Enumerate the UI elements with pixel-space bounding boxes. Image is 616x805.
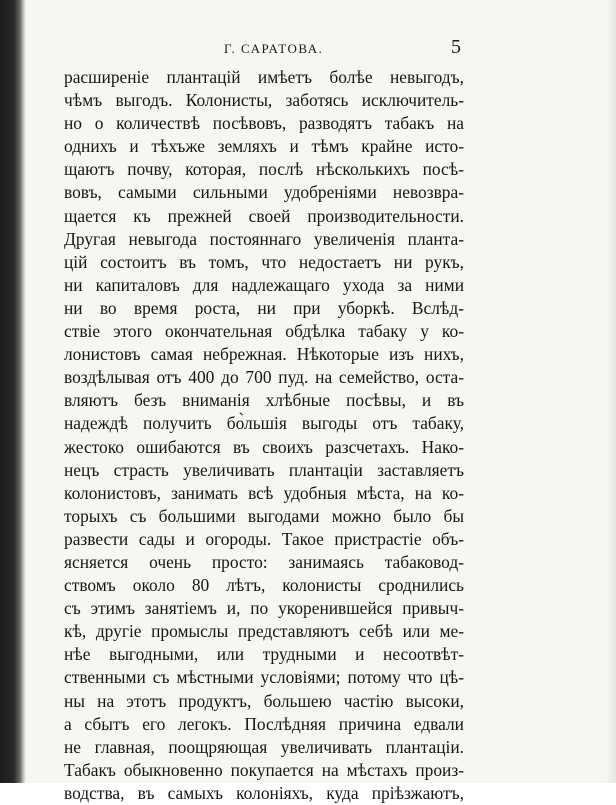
text-line: щается къ прежней своей производительности. [64,205,464,226]
text-line: ственными съ мѣстными условіями; потому что цѣ- [64,667,464,688]
page-edge [606,0,616,783]
text-line: съ этимъ занятіемъ и, по укоренившейся привыч- [64,598,464,619]
text-line: Табакъ обыкновенно покупается на мѣстахъ произ- [64,759,464,780]
body-text [64,66,464,805]
text-line: ны на этотъ продуктъ, большею частію высоки, [64,690,464,711]
text-line: ствіе этого окончательная обдѣлка табаку у ко- [64,321,464,342]
text-line: ни капиталовъ для надлежащаго ухода за ними [64,274,464,295]
text-line: лонистовъ самая небрежная. Нѣкоторые изъ нихъ, [64,344,464,365]
text-line: вляютъ безъ вниманія хлѣбные посѣвы, и въ [64,390,464,411]
text-line: ствомъ около 80 лѣтъ, колонисты сроднились [64,575,464,596]
text-line: цій состоитъ въ томъ, что недостаетъ ни рукъ, [64,251,464,272]
text-line: Другая невыгода постояннаго увеличенія планта- [64,228,464,249]
text-line: расширеніе плантацій имѣетъ болѣе невыгодъ, [64,67,464,87]
text-line: щаютъ почву, которая, послѣ нѣсколькихъ посѣ- [64,159,464,180]
text-line: надеждѣ получить бо̀льшія выгоды отъ табаку, [64,413,464,434]
page-binding-shadow [0,0,26,783]
text-line: развести сады и огороды. Такое пристрастіе объ- [64,528,464,549]
text-line: жестоко ошибаются въ своихъ разсчетахъ. Нако- [64,436,464,457]
page-number: 5 [451,36,461,58]
text-line: но о количествѣ посѣвовъ, разводятъ табакъ на [64,113,464,134]
text-line: ясняется очень просто: занимаясь табаковод- [64,551,464,572]
text-line: торыхъ съ большими выгодами можно было бы [64,505,464,526]
text-line: однихъ и тѣхъже земляхъ и тѣмъ крайне исто- [64,136,464,157]
text-line: не главная, поощряющая увеличивать плантаціи. [64,736,464,757]
text-line: чѣмъ выгодъ. Колонисты, заботясь исключитель- [64,90,464,111]
text-line: водства, въ самыхъ колоніяхъ, куда пріѣзжаютъ, [64,782,464,803]
running-head: Г. САРАТОВА. [224,41,324,56]
text-line: нѣе выгодными, или трудными и несоотвѣт- [64,644,464,665]
text-line: колонистовъ, занимать всѣ удобныя мѣста, на ко- [64,482,464,503]
page-header [0,36,616,63]
text-line: нецъ страсть увеличивать плантаціи заставляетъ [64,459,464,480]
text-line: ни во время роста, ни при уборкѣ. Вслѣд- [64,297,464,318]
text-line: вовъ, самыми сильными удобреніями невозвра- [64,182,464,203]
text-line: кѣ, другіе промыслы представляютъ себѣ или ме- [64,621,464,642]
text-line: воздѣлывая отъ 400 до 700 пуд. на семейство, оста- [64,367,464,388]
text-line: а сбытъ его легокъ. Послѣдняя причина едвали [64,713,464,734]
